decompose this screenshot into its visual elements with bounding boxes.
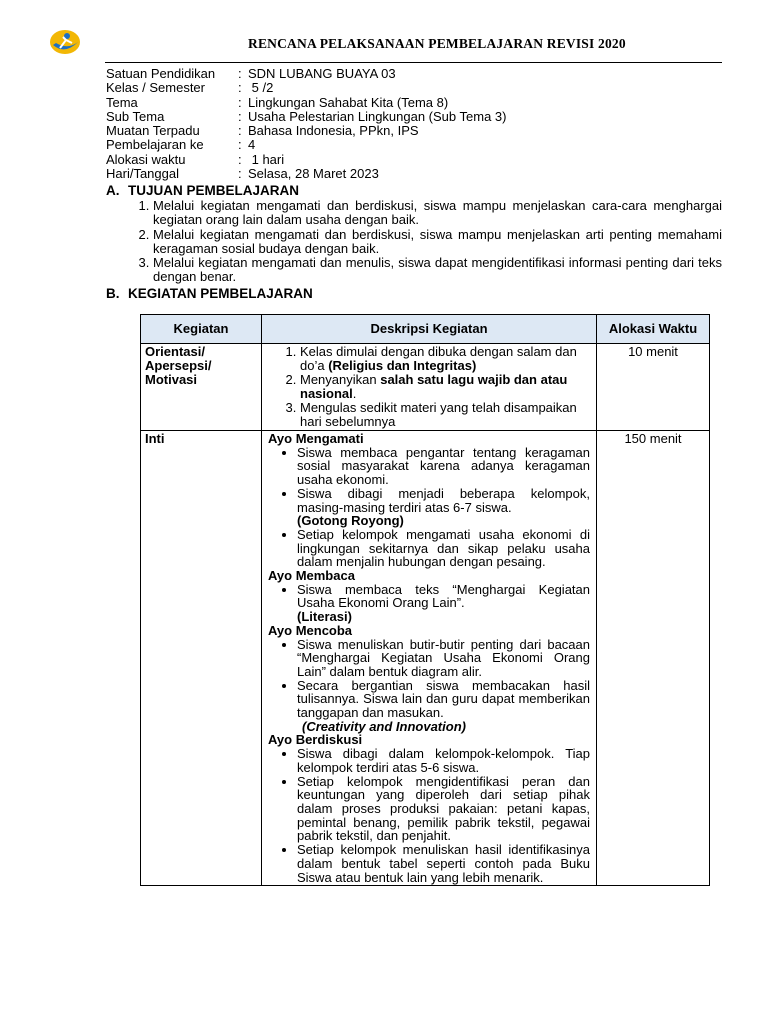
list-item: • Siswa dibagi menjadi beberapa kelompok, masing-masing terdiri atas 6-7 siswa. (Gotong Royong) [297,487,590,528]
table-row [141,344,710,431]
list-item: • Setiap kelompok mengamati usaha ekonomi di lingkungan sekitarnya dan sikap pelaku usaha dalam menjalin hubungan dengan pesaing. [297,528,590,569]
document-title: RENCANA PELAKSANAAN PEMBELAJARAN REVISI 2020 [248,36,626,51]
identity-row: Kelas / Semester : 5 /2 [106,80,274,96]
section-heading: B. KEGIATAN PEMBELAJARAN [106,286,313,301]
orientation-list [268,345,590,429]
identity-row: Pembelajaran ke : 4 [106,137,256,153]
column-header: Kegiatan [141,315,262,344]
identity-row: Sub Tema : Usaha Pelestarian Lingkungan (Sub Tema 3) [106,108,507,124]
list-item: 1. Kelas dimulai dengan dibuka dengan salam dan do’a (Religius dan Integritas) [300,345,590,373]
group-title: Ayo Membaca [268,568,355,584]
activity-description [262,431,597,886]
identity-row: Hari/Tanggal : Selasa, 28 Maret 2023 [106,166,379,182]
activity-label: Inti [141,431,262,886]
list-item: • Setiap kelompok mengidentifikasi peran dan keuntungan yang diperoleh dari setiap pihak dalam proses produksi pakaian: petani kapas, pemintal benang, pemilik pabrik tekstil, pegawai pabrik tekstil, dan penjahit. [297,775,590,844]
activity-table [140,314,710,886]
school-emblem-icon [48,28,82,56]
list-item: • Secara bergantian siswa membacakan hasil tulisannya. Siswa lain dan guru dapat memberikan tanggapan dan masukan. [297,679,590,720]
list-item: 2. Menyanyikan salah satu lagu wajib dan atau nasional. [300,373,590,401]
goal-item: 3. Melalui kegiatan mengamati dan menulis, siswa dapat mengidentifikasi informasi penting dari teks dengan benar. [153,256,722,285]
activity-label: Orientasi/ Apersepsi/ Motivasi [141,344,262,431]
table-header-row [141,315,710,344]
section-tujuan [106,183,722,285]
group-title: Ayo Mencoba [268,622,353,638]
activity-description [262,344,597,431]
list-item: • Siswa dibagi dalam kelompok-kelompok. Tiap kelompok terdiri atas 5-6 siswa. [297,747,590,774]
value-note: (Creativity and Innovation) [302,718,466,734]
section-heading: A. TUJUAN PEMBELAJARAN [106,183,300,198]
identity-row: Satuan Pendidikan : SDN LUBANG BUAYA 03 [106,66,396,81]
list-item: • Siswa membaca pengantar tentang keragaman sosial masyarakat karena adanya keragaman usaha ekonomi. [297,446,590,487]
list-item: • Siswa menuliskan butir-butir penting dari bacaan “Menghargai Kegiatan Usaha Ekonomi Orang Lain” dalam bentuk diagram alir. [297,638,590,679]
activity-time: 10 menit [597,344,710,431]
goal-list [106,199,722,285]
column-header: Alokasi Waktu [597,315,710,344]
goal-item: 2. Melalui kegiatan mengamati dan berdiskusi, siswa mampu menjelaskan arti penting memahami keragaman sosial budaya dengan baik. [153,228,722,257]
identity-block [106,67,626,181]
group-title: Ayo Mengamati [268,431,364,446]
list-item: • Setiap kelompok menuliskan hasil identifikasinya dalam bentuk tabel seperti contoh pada Buku Siswa atau bentuk lain yang lebih menarik. [297,843,590,884]
column-header: Deskripsi Kegiatan [262,315,597,344]
activity-list [268,446,590,569]
list-item: 3. Mengulas sedikit materi yang telah disampaikan hari sebelumnya [300,401,590,429]
activity-time: 150 menit [597,431,710,886]
table-row [141,431,710,886]
identity-row: Tema : Lingkungan Sahabat Kita (Tema 8) [106,94,449,110]
activity-list [268,583,590,624]
identity-row: Muatan Terpadu : Bahasa Indonesia, PPkn, IPS [106,123,419,139]
activity-list [268,747,590,884]
list-item: • Siswa membaca teks “Menghargai Kegiatan Usaha Ekonomi Orang Lain”. (Literasi) [297,583,590,624]
group-title: Ayo Berdiskusi [268,732,363,748]
identity-row: Alokasi waktu : 1 hari [106,151,285,167]
activity-list [268,638,590,720]
section-kegiatan [106,286,722,301]
goal-item: 1. Melalui kegiatan mengamati dan berdiskusi, siswa mampu menjelaskan cara-cara menghargai kegiatan orang lain dalam usaha dengan baik. [153,199,722,228]
